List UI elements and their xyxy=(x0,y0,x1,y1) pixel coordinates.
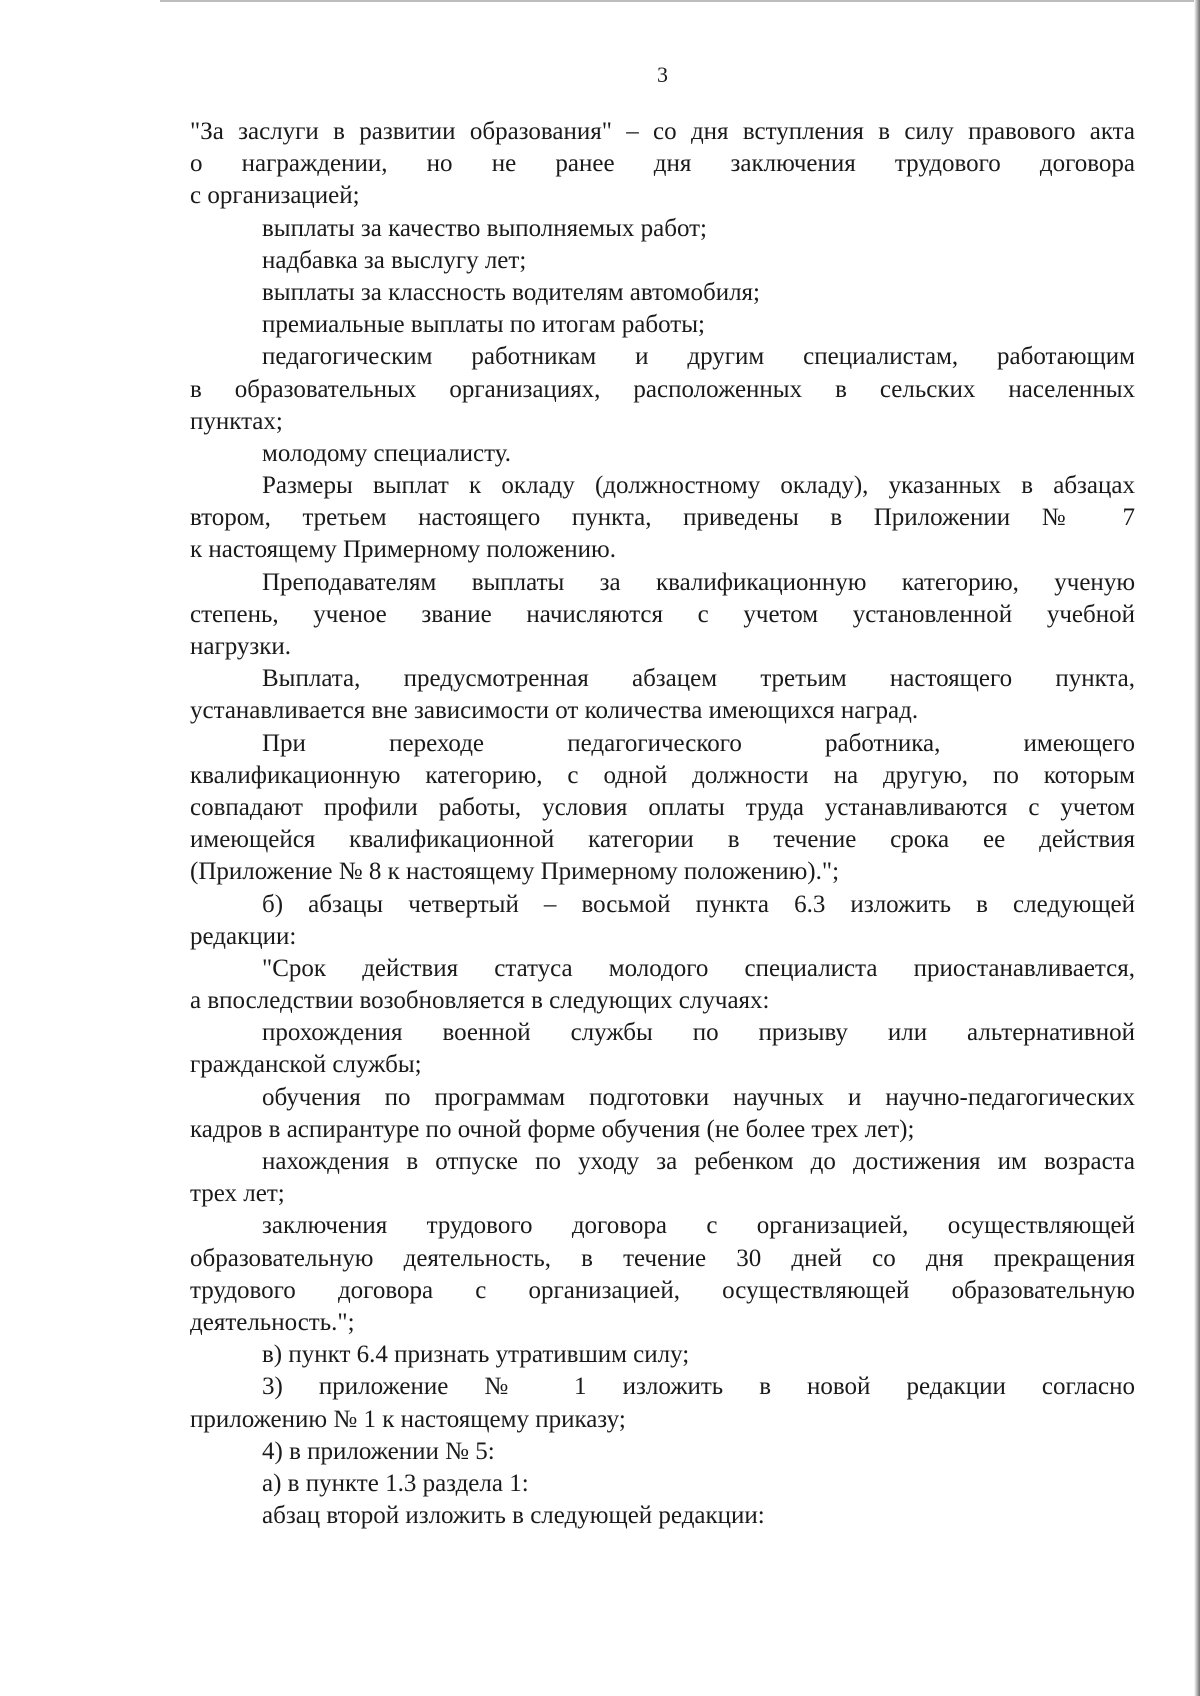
text-line: к настоящему Примерному положению. xyxy=(190,536,616,564)
text-line: трех лет; xyxy=(190,1180,285,1208)
text-line: в) пункт 6.4 признать утратившим силу; xyxy=(262,1341,690,1369)
text-line: При переходе педагогического работника, имеющего xyxy=(262,729,1135,757)
text-line: деятельность."; xyxy=(190,1308,355,1336)
text-line: приложению № 1 к настоящему приказу; xyxy=(190,1405,626,1433)
text-line: устанавливается вне зависимости от количества имеющихся наград. xyxy=(190,697,919,725)
text-line: а впоследствии возобновляется в следующих случаях: xyxy=(190,987,770,1015)
text-line: прохождения военной службы по призыву или альтернативной xyxy=(262,1019,1135,1047)
scan-top-edge xyxy=(160,0,1200,2)
text-line: с организацией; xyxy=(190,182,360,210)
text-line: 3) приложение № 1 изложить в новой редакции согласно xyxy=(262,1373,1135,1401)
page-number: 3 xyxy=(657,62,668,87)
text-line: о награждении, но не ранее дня заключения трудового договора xyxy=(190,150,1135,178)
scan-right-edge xyxy=(1194,0,1200,1696)
text-line: педагогическим работникам и другим специалистам, работающим xyxy=(262,343,1135,371)
text-line: нагрузки. xyxy=(190,633,292,660)
text-line: редакции: xyxy=(190,922,297,950)
text-line: (Приложение № 8 к настоящему Примерному положению)."; xyxy=(190,858,840,886)
text-line: "За заслуги в развитии образования" – со дня вступления в силу правового акта xyxy=(190,118,1135,145)
text-line: абзац второй изложить в следующей редакции: xyxy=(262,1502,765,1530)
text-line: трудового договора с организацией, осуществляющей образовательную xyxy=(190,1276,1135,1304)
text-line: выплаты за качество выполняемых работ; xyxy=(262,214,707,242)
text-line: степень, ученое звание начисляются с учетом установленной учебной xyxy=(190,600,1135,628)
text-line: образовательную деятельность, в течение 30 дней со дня прекращения xyxy=(190,1244,1135,1272)
text-line: б) абзацы четвертый – восьмой пункта 6.3 изложить в следующей xyxy=(262,890,1135,918)
text-line: обучения по программам подготовки научных и научно-педагогических xyxy=(262,1083,1135,1111)
text-line: гражданской службы; xyxy=(190,1051,422,1079)
text-line: в образовательных организациях, расположенных в сельских населенных xyxy=(190,375,1135,403)
text-line: втором, третьем настоящего пункта, приведены в Приложении № 7 xyxy=(190,504,1135,532)
text-line: пунктах; xyxy=(190,407,283,435)
text-line: квалификационную категорию, с одной должности на другую, по которым xyxy=(190,761,1135,789)
text-line: совпадают профили работы, условия оплаты труда устанавливаются с учетом xyxy=(190,793,1135,821)
text-line: надбавка за выслугу лет; xyxy=(262,246,527,274)
text-line: имеющейся квалификационной категории в течение срока ее действия xyxy=(190,826,1135,854)
text-line: 4) в приложении № 5: xyxy=(262,1437,495,1465)
text-line: молодому специалисту. xyxy=(262,439,511,467)
document-body xyxy=(190,116,1135,1532)
text-line: выплаты за классность водителям автомобиля; xyxy=(262,278,760,306)
text-line: Размеры выплат к окладу (должностному окладу), указанных в абзацах xyxy=(262,472,1135,500)
text-line: премиальные выплаты по итогам работы; xyxy=(262,311,705,339)
text-line: Преподавателям выплаты за квалификационную категорию, ученую xyxy=(262,568,1135,596)
text-line: кадров в аспирантуре по очной форме обучения (не более трех лет); xyxy=(190,1115,915,1143)
text-line: нахождения в отпуске по уходу за ребенком до достижения им возраста xyxy=(262,1148,1135,1175)
text-line: "Срок действия статуса молодого специалиста приостанавливается, xyxy=(262,954,1135,982)
text-line: заключения трудового договора с организацией, осуществляющей xyxy=(262,1212,1135,1240)
text-line: а) в пункте 1.3 раздела 1: xyxy=(262,1469,529,1497)
text-line: Выплата, предусмотренная абзацем третьим настоящего пункта, xyxy=(262,665,1135,693)
